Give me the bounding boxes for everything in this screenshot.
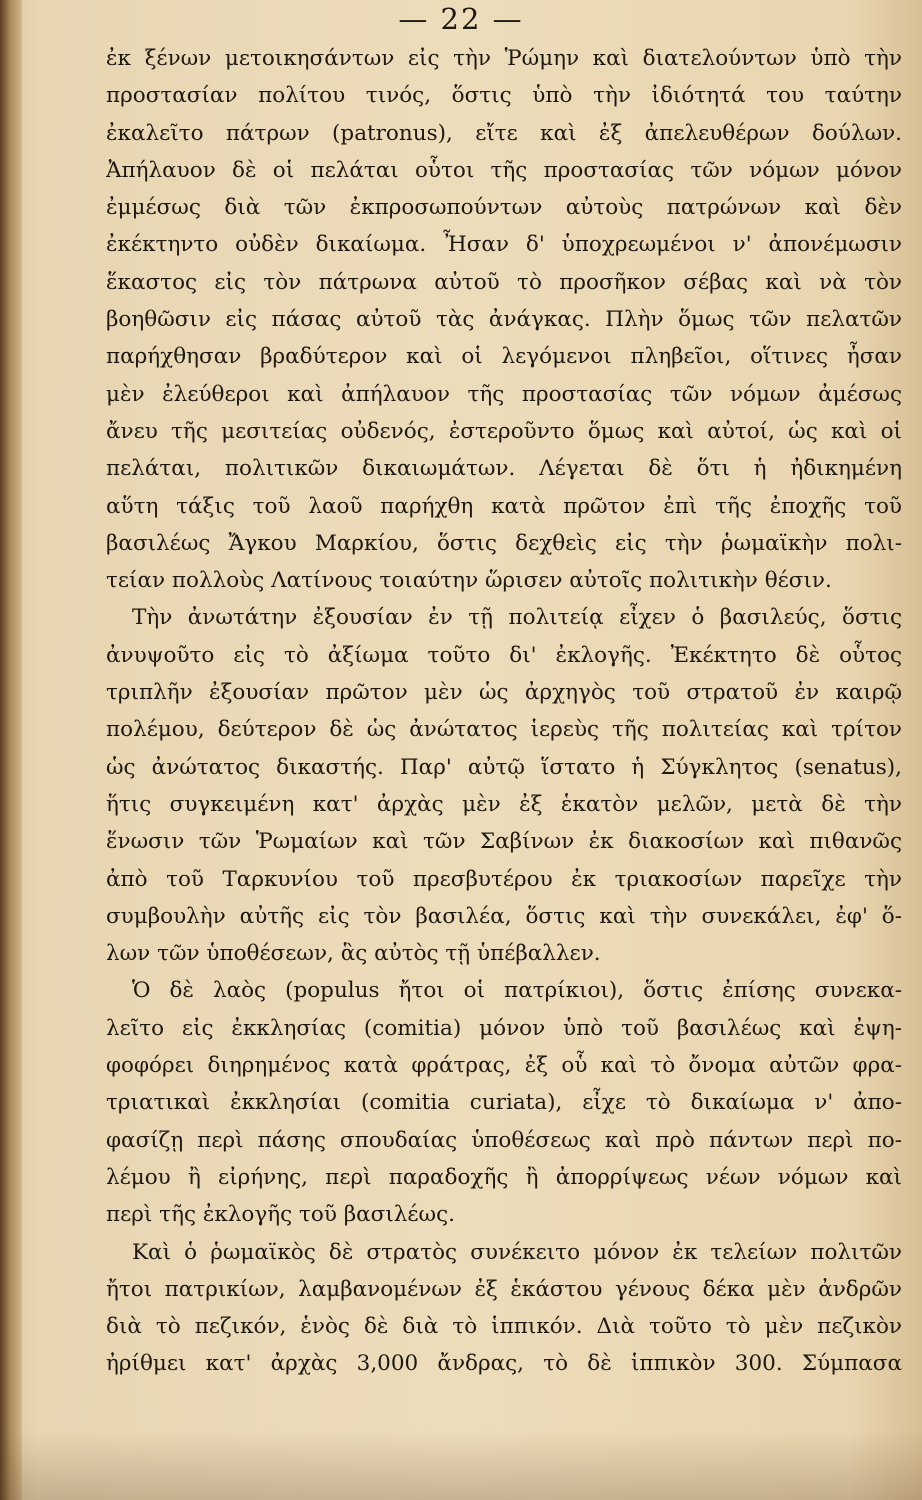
text-line-31: λέμου ἢ εἰρήνης, περὶ παραδοχῆς ἢ ἀπορρίψεως νέων νόμων καὶ (106, 1164, 902, 1190)
text-line-21: ἥτις συγκειμένη κατ' ἀρχὰς μὲν ἐξ ἑκατὸν μελῶν, μετὰ δὲ τὴν (106, 791, 902, 817)
text-line-13: αὕτη τάξις τοῦ λαοῦ παρήχθη κατὰ πρῶτον ἐπὶ τῆς ἐποχῆς τοῦ (106, 493, 902, 519)
text-line-19: πολέμου, δεύτερον δὲ ὡς ἀνώτατος ἱερεὺς τῆς πολιτείας καὶ τρίτον (106, 717, 902, 743)
text-line-12: πελάται, πολιτικῶν δικαιωμάτων. Λέγεται δὲ ὅτι ἡ ἠδικημένη (106, 456, 902, 482)
binding-gutter (0, 0, 22, 1500)
text-line-33: Καὶ ὁ ῥωμαϊκὸς δὲ στρατὸς συνέκειτο μόνον ἐκ τελείων πολιτῶν (132, 1239, 902, 1265)
text-line-29: τριατικαὶ ἐκκλησίαι (comitia curiata), εἶχε τὸ δικαίωμα ν' ἀπο- (106, 1090, 902, 1116)
text-line-17: ἀνυψοῦτο εἰς τὸ ἀξίωμα τοῦτο δι' ἐκλογῆς. Ἐκέκτητο δὲ οὗτος (106, 642, 902, 668)
text-line-8: βοηθῶσιν εἰς πάσας αὐτοῦ τὰς ἀνάγκας. Πλὴν ὅμως τῶν πελατῶν (106, 307, 902, 333)
page-number: — 22 — (398, 2, 524, 36)
text-line-26: Ὁ δὲ λαὸς (populus ἤτοι οἱ πατρίκιοι), ὅστις ἐπίσης συνεκα- (132, 978, 902, 1004)
text-line-30: φασίζῃ περὶ πάσης σπουδαίας ὑποθέσεως καὶ πρὸ πάντων περὶ πο- (106, 1127, 902, 1153)
text-line-18: τριπλῆν ἐξουσίαν πρῶτον μὲν ὡς ἀρχηγὸς τοῦ στρατοῦ ἐν καιρῷ (106, 680, 902, 706)
text-line-10: μὲν ἐλεύθεροι καὶ ἀπήλαυον τῆς προστασίας τῶν νόμων ἀμέσως (106, 381, 902, 407)
text-line-5: ἐμμέσως διὰ τῶν ἐκπροσωπούντων αὐτοὺς πατρώνων καὶ δὲν (106, 195, 902, 221)
text-line-27: λεῖτο εἰς ἐκκλησίας (comitia) μόνον ὑπὸ τοῦ βασιλέως καὶ ἐψη- (106, 1015, 902, 1041)
page-shadow (0, 1430, 922, 1500)
text-line-16: Τὴν ἀνωτάτην ἐξουσίαν ἐν τῇ πολιτείᾳ εἶχεν ὁ βασιλεύς, ὅστις (132, 605, 902, 631)
text-line-32: περὶ τῆς ἐκλογῆς τοῦ βασιλέως. (106, 1202, 455, 1228)
text-line-22: ἕνωσιν τῶν Ῥωμαίων καὶ τῶν Σαβίνων ἐκ διακοσίων καὶ πιθανῶς (106, 829, 902, 855)
text-line-35: διὰ τὸ πεζικόν, ἑνὸς δὲ διὰ τὸ ἱππικόν. Διὰ τοῦτο τὸ μὲν πεζικὸν (106, 1314, 902, 1340)
text-line-25: λων τῶν ὑποθέσεων, ἃς αὐτὸς τῇ ὑπέβαλλεν. (106, 941, 601, 967)
text-line-3: ἐκαλεῖτο πάτρων (patronus), εἴτε καὶ ἐξ ἀπελευθέρων δούλων. (106, 120, 902, 146)
text-line-23: ἀπὸ τοῦ Ταρκυνίου τοῦ πρεσβυτέρου ἐκ τριακοσίων παρεῖχε τὴν (106, 866, 902, 892)
text-line-28: φοφόρει διηρημένος κατὰ φράτρας, ἐξ οὗ καὶ τὸ ὄνομα αὐτῶν φρα- (106, 1053, 902, 1079)
text-line-11: ἄνευ τῆς μεσιτείας οὐδενός, ἐστεροῦντο ὅμως καὶ αὐτοί, ὡς καὶ οἱ (106, 418, 902, 444)
body-text (106, 40, 902, 1383)
text-line-7: ἕκαστος εἰς τὸν πάτρωνα αὐτοῦ τὸ προσῆκον σέβας καὶ νὰ τὸν (106, 269, 902, 295)
text-line-6: ἐκέκτηντο οὐδὲν δικαίωμα. Ἦσαν δ' ὑποχρεωμένοι ν' ἀπονέμωσιν (106, 232, 902, 258)
text-line-24: συμβουλὴν αὐτῆς εἰς τὸν βασιλέα, ὅστις καὶ τὴν συνεκάλει, ἐφ' ὅ- (106, 903, 902, 929)
text-line-2: προστασίαν πολίτου τινός, ὅστις ὑπὸ τὴν ἰδιότητά του ταύτην (106, 83, 902, 109)
text-line-15: τείαν πολλοὺς Λατίνους τοιαύτην ὥρισεν αὐτοῖς πολιτικὴν θέσιν. (106, 568, 832, 594)
text-line-9: παρήχθησαν βραδύτερον καὶ οἱ λεγόμενοι πληβεῖοι, οἵτινες ἦσαν (106, 344, 902, 370)
text-line-34: ἤτοι πατρικίων, λαμβανομένων ἐξ ἑκάστου γένους δέκα μὲν ἀνδρῶν (106, 1276, 902, 1302)
text-line-36: ἠρίθμει κατ' ἀρχὰς 3,000 ἄνδρας, τὸ δὲ ἱππικὸν 300. Σύμπασα (106, 1351, 902, 1377)
text-line-20: ὡς ἀνώτατος δικαστής. Παρ' αὐτῷ ἵστατο ἡ Σύγκλητος (senatus), (106, 754, 902, 780)
text-line-1: ἐκ ξένων μετοικησάντων εἰς τὴν Ῥώμην καὶ διατελούντων ὑπὸ τὴν (106, 46, 902, 71)
text-line-4: Ἀπήλαυον δὲ οἱ πελάται οὗτοι τῆς προστασίας τῶν νόμων μόνον (106, 157, 902, 183)
text-line-14: βασιλέως Ἄγκου Μαρκίου, ὅστις δεχθεὶς εἰς τὴν ῥωμαϊκὴν πολι- (106, 530, 902, 556)
